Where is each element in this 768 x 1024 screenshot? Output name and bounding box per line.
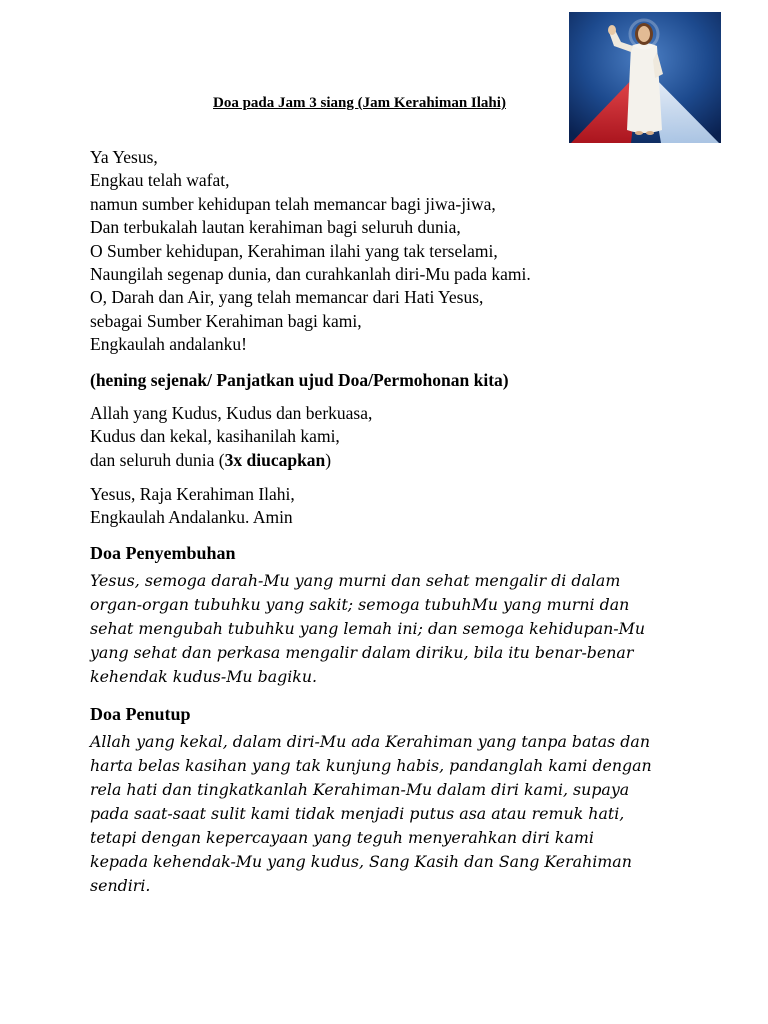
- prayer-holy-god: [90, 402, 730, 472]
- healing-prayer-text: [90, 569, 730, 689]
- prayer-line: O, Darah dan Air, yang telah memancar dari Hati Yesus,: [90, 287, 484, 308]
- prayer-line: sendiri.: [90, 876, 151, 895]
- prayer-line: kehendak kudus-Mu bagiku.: [90, 667, 318, 686]
- prayer-line: Yesus, semoga darah-Mu yang murni dan sehat mengalir di dalam: [90, 571, 621, 590]
- prayer-line: Dan terbukalah lautan kerahiman bagi seluruh dunia,: [90, 217, 461, 238]
- repeat-count-note: 3x diucapkan: [224, 449, 326, 470]
- prayer-line: kepada kehendak-Mu yang kudus, Sang Kasih dan Sang Kerahiman: [90, 852, 632, 871]
- prayer-line: Engkaulah Andalanku. Amin: [90, 507, 293, 528]
- prayer-line: pada saat-saat sulit kami tidak menjadi putus asa atau remuk hati,: [90, 804, 625, 823]
- prayer-line: Kudus dan kekal, kasihanilah kami,: [90, 426, 340, 447]
- prayer-line: sehat mengubah tubuhku yang lemah ini; dan semoga kehidupan-Mu: [90, 619, 645, 638]
- prayer-line: sebagai Sumber Kerahiman bagi kami,: [90, 310, 362, 331]
- prayer-line: Engkaulah andalanku!: [90, 334, 247, 355]
- prayer-line: tetapi dengan kepercayaan yang teguh menyerahkan diri kami: [90, 828, 594, 847]
- prayer-line: organ-organ tubuhku yang sakit; semoga tubuhMu yang murni dan: [90, 595, 630, 614]
- prayer-line: Allah yang kekal, dalam diri-Mu ada Kerahiman yang tanpa batas dan: [90, 732, 651, 751]
- healing-prayer-heading: Doa Penyembuhan: [90, 543, 236, 563]
- prayer-line: Engkau telah wafat,: [90, 170, 230, 191]
- prayer-line: Naungilah segenap dunia, dan curahkanlah diri-Mu pada kami.: [90, 264, 531, 285]
- prayer-line: namun sumber kehidupan telah memancar bagi jiwa-jiwa,: [90, 193, 496, 214]
- prayer-line: rela hati dan tingkatkanlah Kerahiman-Mu dalam diri kami, supaya: [90, 780, 630, 799]
- prayer-line: O Sumber kehidupan, Kerahiman ilahi yang tak terselami,: [90, 240, 498, 261]
- prayer-opening: [90, 146, 730, 357]
- closing-prayer-text: [90, 730, 730, 898]
- prayer-line: Yesus, Raja Kerahiman Ilahi,: [90, 484, 295, 504]
- prayer-line: Ya Yesus,: [90, 147, 158, 167]
- prayer-line: Allah yang Kudus, Kudus dan berkuasa,: [90, 403, 373, 423]
- prayer-line: yang sehat dan perkasa mengalir dalam diriku, bila itu benar-benar: [90, 643, 634, 662]
- closing-prayer-heading: Doa Penutup: [90, 704, 191, 724]
- prayer-line-text: dan seluruh dunia (: [90, 449, 225, 470]
- silent-prayer-instruction: (hening sejenak/ Panjatkan ujud Doa/Permohonan kita): [90, 370, 509, 390]
- prayer-line-text: ): [325, 449, 332, 470]
- document-title: Doa pada Jam 3 siang (Jam Kerahiman Ilahi): [213, 95, 506, 111]
- prayer-line: harta belas kasihan yang tak kunjung habis, pandanglah kami dengan: [90, 756, 652, 775]
- prayer-jesus-king: [90, 483, 730, 530]
- prayer-line-repeat: [90, 449, 730, 472]
- divine-mercy-image: [569, 12, 721, 143]
